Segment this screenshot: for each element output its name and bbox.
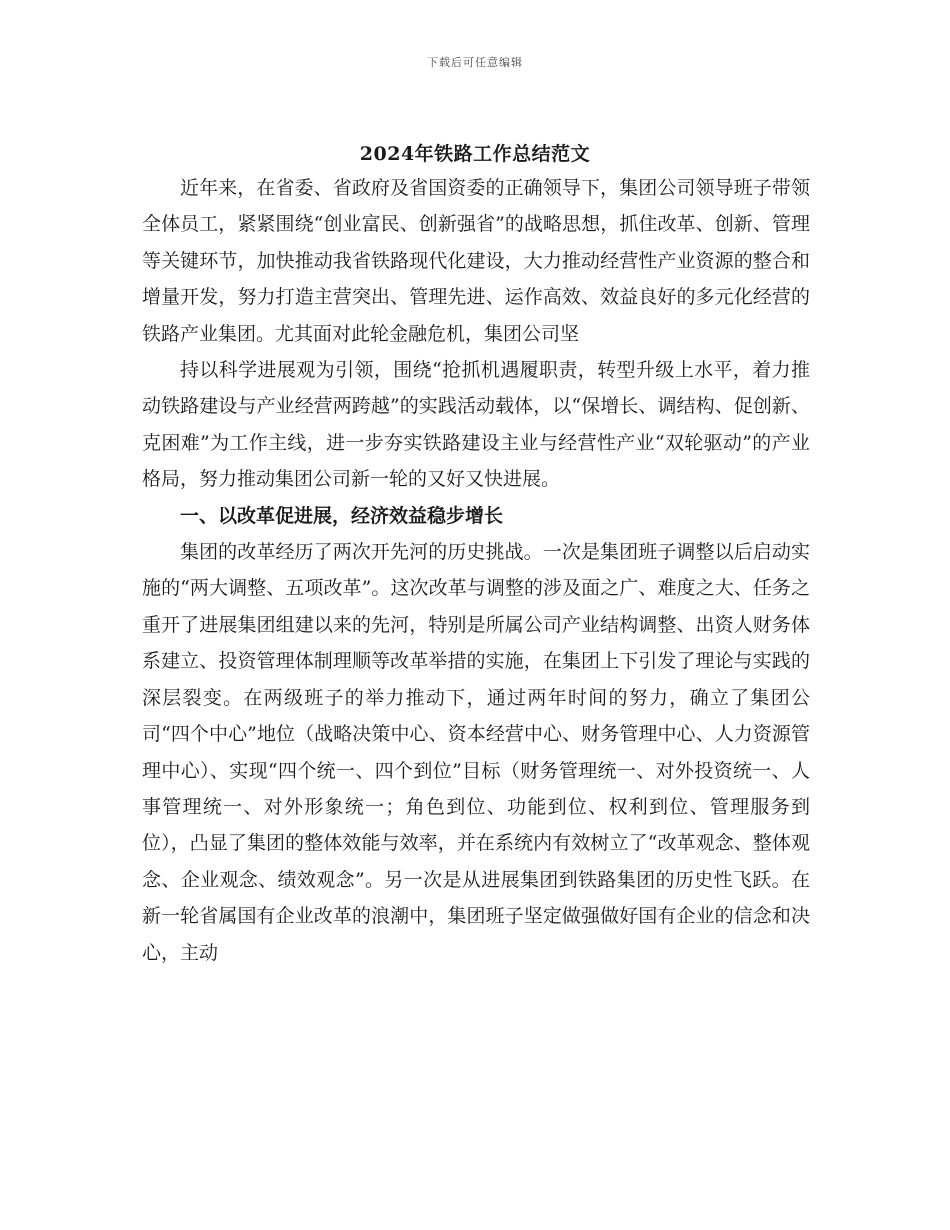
- document-title: 2024年铁路工作总结范文: [359, 142, 591, 165]
- paragraph-continuation: 持以科学进展观为引领，围绕“抢抓机遇履职责，转型升级上水平，着力推动铁路建设与产业经营两跨越”的实践活动载体，以“保增长、调结构、促创新、克困难”为工作主线，进一步夯实铁路建设主业与经营性产业“双轮驱动”的产业格局，努力推动集团公司新一轮的又好又快进展。: [142, 359, 810, 491]
- page-header-note: 下载后可任意编辑: [427, 56, 523, 69]
- section-heading-1: 一、以改革促进展，经济效益稳步增长: [180, 504, 504, 527]
- document-body: [142, 170, 810, 971]
- paragraph-intro: 近年来，在省委、省政府及省国资委的正确领导下，集团公司领导班子带领全体员工，紧紧围绕“创业富民、创新强省”的战略思想，抓住改革、创新、管理等关键环节，加快推动我省铁路现代化建设，大力推动经营性产业资源的整合和增量开发，努力打造主营突出、管理先进、运作高效、效益良好的多元化经营的铁路产业集团。尤其面对此轮金融危机，集团公司坚: [142, 177, 810, 345]
- paragraph-reform: 集团的改革经历了两次开先河的历史挑战。一次是集团班子调整以后启动实施的“两大调整、五项改革”。这次改革与调整的涉及面之广、难度之大、任务之重开了进展集团组建以来的先河，特别是所属公司产业结构调整、出资人财务体系建立、投资管理体制理顺等改革举措的实施，在集团上下引发了理论与实践的深层裂变。在两级班子的举力推动下，通过两年时间的努力，确立了集团公司“四个中心”地位（战略决策中心、资本经营中心、财务管理中心、人力资源管理中心）、实现“四个统一、四个到位”目标（财务管理统一、对外投资统一、人事管理统一、对外形象统一；角色到位、功能到位、权利到位、管理服务到位），凸显了集团的整体效能与效率，并在系统内有效树立了“改革观念、整体观念、企业观念、绩效观念”。另一次是从进展集团到铁路集团的历史性飞跃。在新一轮省属国有企业改革的浪潮中，集团班子坚定做强做好国有企业的信念和决心，主动: [142, 541, 810, 964]
